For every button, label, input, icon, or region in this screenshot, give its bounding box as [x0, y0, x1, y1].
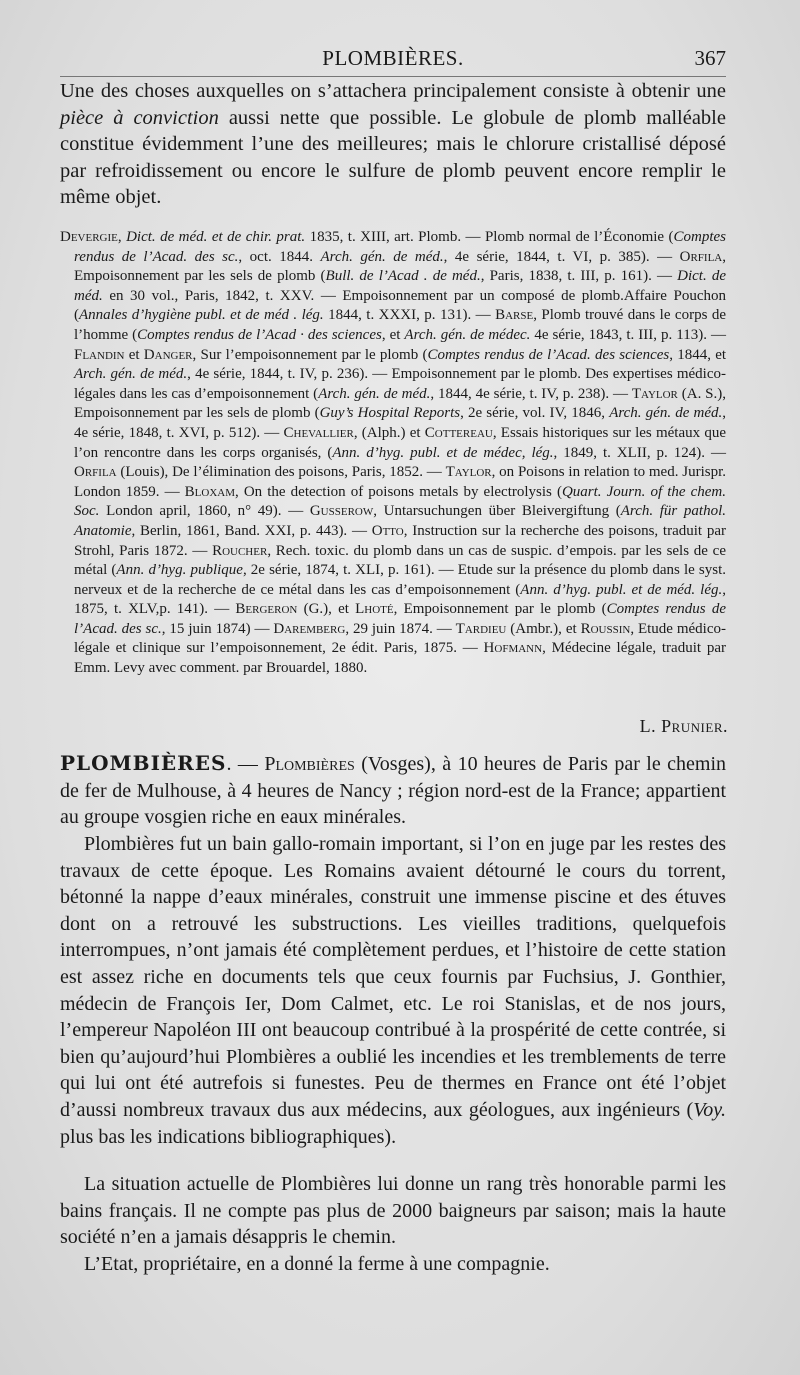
author-name: Roucher: [212, 542, 268, 559]
text-run: aussi nette que possible. Le globule de plomb malléable constitue évidemment l’une des meilleures; mais le chlorure cristallisé déposé par refroidissement ou encore le sulfure de plomb peuvent encore remplir le même objet.: [60, 106, 726, 208]
work-title: Ann. d’hyg. publ. et de méd. lég.: [520, 581, 723, 598]
author-name: Barse: [495, 307, 534, 324]
work-title: Guy’s Hospital Reports: [319, 405, 461, 422]
author-name: Flandin: [74, 346, 125, 363]
work-title: Comptes rendus de l’Acad. des sc.: [74, 601, 727, 637]
entry-heading-paragraph: [60, 750, 726, 831]
citation-text: , 1875, t. XLV,p. 141). —: [74, 581, 726, 618]
author-name: Orfila: [679, 248, 723, 265]
work-title: Ann. d’hyg. publique: [116, 562, 243, 579]
citation-text: 1844, t. XXXI, p. 131). —: [323, 307, 496, 324]
work-title: Arch. gén. de méd.: [318, 385, 431, 402]
author-name: Chevallier: [283, 424, 354, 441]
citation-text: , Untarsuchungen über Bleivergiftung (: [373, 503, 621, 520]
citation-text: London april, 1860, n° 49). —: [99, 503, 310, 520]
citation-text: (G.), et: [297, 601, 356, 618]
place-name: Plombières: [264, 753, 355, 775]
state-paragraph: L’Etat, propriétaire, en a donné la ferme à une compagnie.: [84, 1253, 550, 1275]
entry-headword: PLOMBIÈRES: [60, 751, 227, 775]
author-name: Bloxam: [184, 483, 236, 500]
work-title: Annales d’hygiène publ. et de méd . lég.: [79, 307, 324, 324]
citation-text: , Essais historiques sur les métaux que l’on rencontre dans les corps organisés, (: [74, 424, 727, 461]
text-run: (Vosges), à 10 heures de Paris par le chemin de fer de Mulhouse, à 4 heures de Nancy ; région nord-est de la France; appartient au groupe vosgien riche en eaux minérales.: [60, 753, 726, 828]
citation-text: , 15 juin 1874) —: [161, 620, 274, 637]
author-name: Gusserow: [309, 503, 374, 520]
work-title: Bull. de l’Acad . de méd.: [325, 268, 481, 285]
citation-text: 1835, t. XIII, art. Plomb. — Plomb normal de l’Économie (: [305, 229, 674, 245]
citation-text: , Rech. toxic. du plomb dans un cas de suspic. d’empois. par les sels de ce métal (: [74, 542, 726, 579]
italic-phrase: Voy.: [693, 1098, 726, 1121]
citation-text: (A. S.), Empoisonnement par les sels de plomb (: [74, 385, 727, 422]
citation-text: et: [124, 346, 144, 363]
text-run: . —: [226, 753, 265, 775]
citation-text: , Plomb trouvé dans le corps de l’homme (: [74, 307, 727, 343]
citation-text: , 4e série, 1844, t. VI, p. 385). —: [443, 248, 680, 265]
citation-text: , Médecine légale, traduit par Emm. Levy avec comment. par Brouardel, 1880.: [74, 640, 726, 677]
author-name: Taylor: [631, 385, 678, 402]
work-title: Dict. de méd. et de chir. prat.: [126, 229, 306, 245]
page-header: [60, 44, 726, 77]
work-title: Dict. de méd.: [74, 268, 726, 304]
citation-text: , 1844, 4e série, t. IV, p. 238). —: [430, 385, 632, 402]
citation-text: , et: [381, 326, 405, 343]
work-title: Ann. d’hyg. publ. et de médec, lég.: [332, 444, 554, 461]
work-title: Comptes rendus de l’Acad · des sciences: [137, 326, 382, 343]
work-title: Arch. für pathol. Anatomie: [74, 503, 726, 539]
text-run: plus bas les indications bibliographiques).: [60, 1125, 397, 1148]
citation-text: , oct. 1844.: [238, 248, 321, 265]
work-title: Arch. gén. de méd.: [609, 405, 723, 422]
history-paragraph: [60, 831, 726, 1150]
work-title: Comptes rendus de l’Acad. des sciences: [427, 346, 670, 363]
author-name: Daremberg: [273, 620, 346, 637]
author-name: Hofmann: [483, 640, 543, 657]
work-title: Quart. Journ. of the chem. Soc.: [74, 483, 727, 520]
citation-text: , 4e série, 1844, t. IV, p. 236). — Empoisonnement par le plomb. Des expertises médico-légales dans les cas d’empoisonnement (: [74, 366, 726, 402]
author-name: Danger: [143, 346, 193, 363]
citation-text: , Instruction sur la recherche des poisons, traduit par Strohl, Paris 1872. —: [74, 522, 726, 559]
author-name: Bergeron: [235, 601, 298, 618]
citation-text: ,: [117, 229, 127, 245]
citation-text: , 4e série, 1848, t. XVI, p. 512). —: [74, 405, 726, 441]
work-title: Arch. gén. de méd.: [320, 248, 444, 265]
bibliography: [60, 228, 726, 679]
situation-paragraph: La situation actuelle de Plombières lui donne un rang très honorable parmi les bains français. Il ne compte pas plus de 2000 baigneurs par saison; mais la haute société n’en a jamais désappris le chemin.: [60, 1173, 726, 1248]
intro-paragraph: [60, 78, 726, 211]
citation-text: en 30 vol., Paris, 1842, t. XXV. — Empoisonnement par un composé de plomb.Affaire Pouchon (: [74, 287, 726, 324]
author-name: Devergie: [60, 229, 118, 245]
citation-text: , 29 juin 1874. —: [345, 620, 456, 637]
citation-text: , (Alph.) et: [353, 424, 425, 441]
page-number: 367: [694, 46, 726, 70]
citation-text: , 2e série, 1874, t. XLI, p. 161). — Etude sur la présence du plomb dans le syst. nerveux et de la recherche de ce métal dans les cas d’empoisonnement (: [74, 562, 726, 598]
citation-text: , Empoisonnement par le plomb (: [393, 601, 607, 618]
author-name: Otto: [371, 522, 404, 539]
citation-text: (Ambr.), et: [506, 620, 581, 637]
work-title: Comptes rendus de l’Acad. des sc.: [74, 229, 727, 265]
citation-text: , On the detection of poisons metals by electrolysis (: [235, 483, 562, 500]
author-name: Tardieu: [455, 620, 507, 637]
citation-text: , Empoisonnement par les sels de plomb (: [74, 248, 726, 285]
text-run: Une des choses auxquelles on s’attachera principalement consiste à obtenir une: [60, 80, 726, 102]
citation-text: , on Poisons in relation to med. Jurispr. London 1859. —: [74, 464, 726, 500]
author-name: Taylor: [445, 464, 492, 481]
citation-text: , Etude médico-légale et clinique sur l’empoisonnement, 2e édit. Paris, 1875. —: [74, 620, 726, 657]
italic-phrase: pièce à conviction: [60, 106, 219, 129]
citation-text: 4e série, 1843, t. III, p. 113). —: [530, 326, 726, 343]
running-title: PLOMBIÈRES.: [322, 46, 464, 70]
author-name: Lhoté: [355, 601, 394, 618]
citation-text: (Louis), De l’élimination des poisons, Paris, 1852. —: [116, 464, 446, 481]
citation-text: , 2e série, vol. IV, 1846,: [460, 405, 610, 422]
citation-text: , Sur l’empoisonnement par le plomb (: [192, 346, 428, 363]
author-signature: L. Prunier.: [639, 716, 728, 736]
citation-text: , 1844, et: [669, 346, 727, 363]
citation-text: , 1849, t. XLII, p. 124). —: [553, 444, 726, 461]
work-title: Arch. gén. de médec.: [404, 326, 531, 343]
work-title: Arch. gén. de méd.: [74, 366, 188, 383]
author-name: Roussin: [580, 620, 631, 637]
citation-text: , Paris, 1838, t. III, p. 161). —: [480, 268, 678, 285]
author-name: Cottereau: [424, 424, 493, 441]
text-run: Plombières fut un bain gallo-romain important, si l’on en juge par les restes des travaux de cette époque. Les Romains avaient détourné le cours du torrent, bétonné la nappe d’eaux minérales, construit une immense piscine et des étuves dont on a retrouvé les substructions. Les vieilles traditions, quelquefois interrompues, n’ont jamais été complètement perdues, et l’histoire de cette station est assez riche en documents tels que ceux fournis par Fuchsius, J. Gonthier, médecin de François Ier, Dom Calmet, etc. Le roi Stanislas, et de nos jours, l’empereur Napoléon III ont beaucoup contribué à la prospérité de cette contrée, si bien qu’aujourd’hui Plombières a oublié les incendies et les tremblements de terre qui lui ont été autrefois si funestes. Peu de thermes en France ont été l’objet d’aussi nombreux travaux dus aux médecins, aux géologues, aux ingénieurs (: [60, 833, 726, 1121]
author-name: Orfila: [74, 464, 117, 481]
citation-text: , Berlin, 1861, Band. XXI, p. 443). —: [131, 522, 372, 539]
